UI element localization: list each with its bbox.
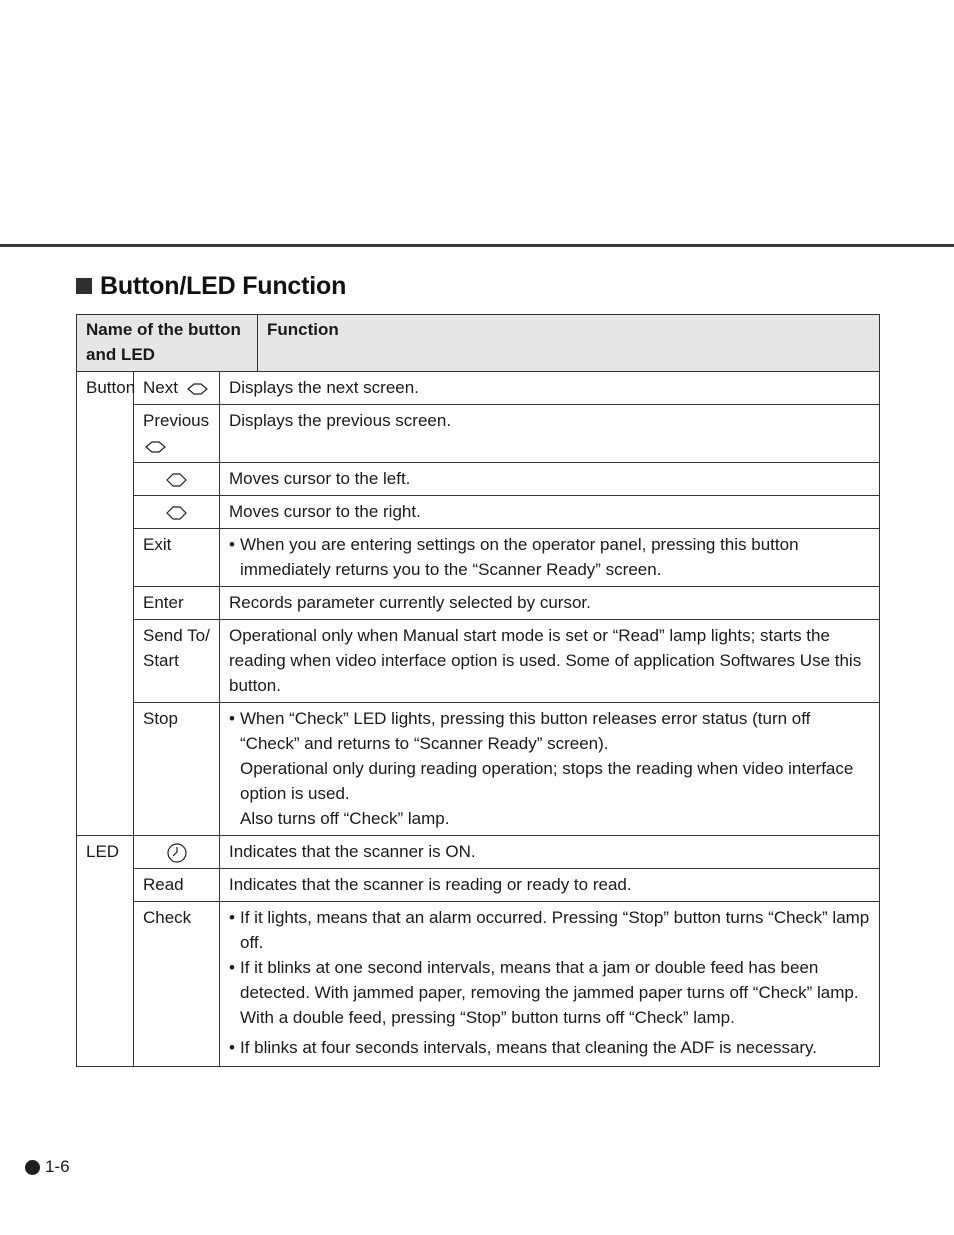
row-name: Next <box>134 372 220 405</box>
table-row <box>77 836 880 869</box>
bullet-item: • When “Check” LED lights, pressing this button releases error status (turn off “Check” and returns to “Scanner Ready” screen). <box>229 706 870 756</box>
bullet-item: • If blinks at four seconds intervals, means that cleaning the ADF is necessary. <box>229 1035 870 1060</box>
table-row <box>77 496 880 529</box>
page-number: 1-6 <box>45 1157 70 1176</box>
table-row <box>77 463 880 496</box>
row-function: Records parameter currently selected by cursor. <box>220 587 880 620</box>
row-function <box>220 902 880 1067</box>
function-table <box>76 371 880 1067</box>
row-function <box>220 529 880 587</box>
header-name-col: Name of the button and LED <box>77 315 258 372</box>
row-name <box>134 836 220 869</box>
header-function-col: Function <box>258 315 880 372</box>
row-name <box>134 463 220 496</box>
row-function: Indicates that the scanner is reading or ready to read. <box>220 869 880 902</box>
row-function: Operational only when Manual start mode is set or “Read” lamp lights; starts the reading when video interface option is used. Some of application Softwares Use this button. <box>220 620 880 703</box>
bullet-item: • If it blinks at one second intervals, means that a jam or double feed has been detected. With jammed paper, removing the jammed paper turns off “Check” lamp. With a double feed, pressing “Stop” button turns off “Check” lamp. <box>229 955 870 1030</box>
continuation-text: Also turns off “Check” lamp. <box>240 809 450 828</box>
row-name: Read <box>134 869 220 902</box>
table-row <box>77 902 880 1067</box>
section-heading <box>76 270 346 302</box>
right-diamond-icon <box>145 441 166 453</box>
continuation-text: Operational only during reading operation; stops the reading when video interface option is used. <box>240 759 854 803</box>
row-function <box>220 703 880 836</box>
table-row <box>77 529 880 587</box>
row-function: Displays the previous screen. <box>220 405 880 463</box>
heading-square-icon <box>76 278 92 294</box>
row-name: Previous <box>134 405 220 463</box>
left-diamond-icon <box>187 383 208 395</box>
row-function: Moves cursor to the left. <box>220 463 880 496</box>
right-arrow-diamond-icon <box>166 506 187 520</box>
row-name: Send To/ Start <box>134 620 220 703</box>
bullet-item: • If it lights, means that an alarm occurred. Pressing “Stop” button turns “Check” lamp off. <box>229 905 870 955</box>
row-name: Stop <box>134 703 220 836</box>
table-row <box>77 703 880 836</box>
table-row <box>77 587 880 620</box>
group-led: LED <box>77 836 134 1067</box>
table-row <box>77 372 880 405</box>
page-footer <box>25 1157 70 1177</box>
footer-bullet-icon <box>25 1160 40 1175</box>
left-arrow-diamond-icon <box>166 473 187 487</box>
row-name <box>134 496 220 529</box>
row-name: Enter <box>134 587 220 620</box>
row-function: Indicates that the scanner is ON. <box>220 836 880 869</box>
section-title: Button/LED Function <box>100 271 347 300</box>
table-row <box>77 869 880 902</box>
power-icon <box>166 842 188 864</box>
table-row <box>77 405 880 463</box>
row-name: Check <box>134 902 220 1067</box>
table-header <box>76 314 880 372</box>
bullet-item: • When you are entering settings on the operator panel, pressing this button immediately returns you to the “Scanner Ready” screen. <box>229 532 870 582</box>
top-rule <box>0 244 954 247</box>
row-function: Moves cursor to the right. <box>220 496 880 529</box>
table-row <box>77 620 880 703</box>
row-function: Displays the next screen. <box>220 372 880 405</box>
row-name: Exit <box>134 529 220 587</box>
group-button: Button <box>77 372 134 836</box>
